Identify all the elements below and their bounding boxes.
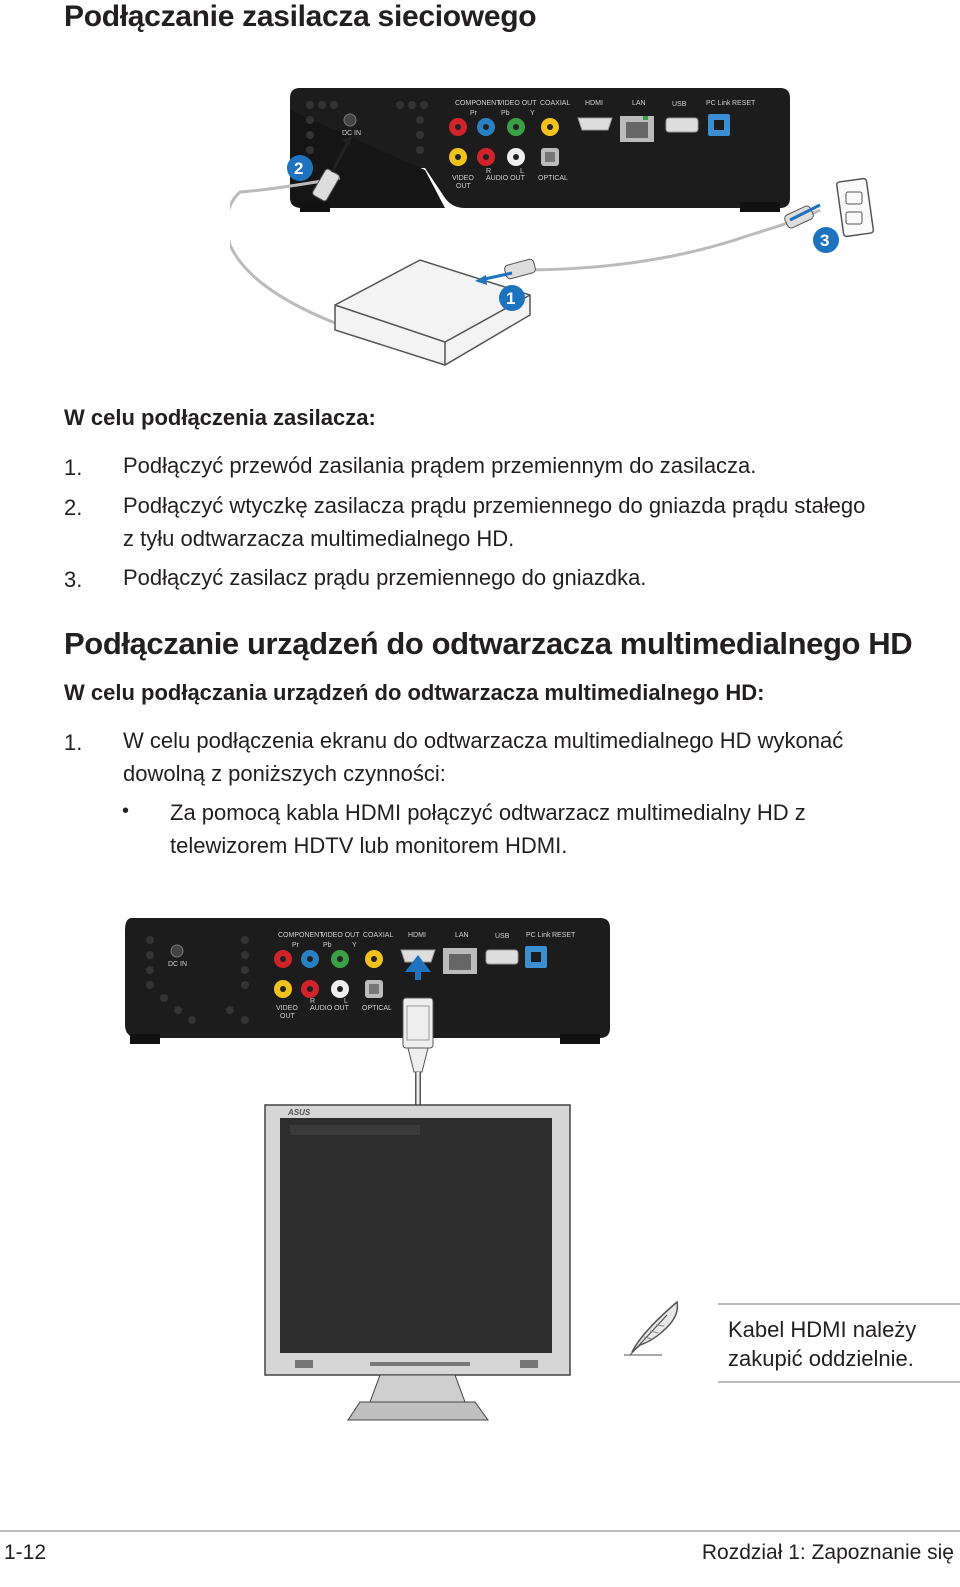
callout-3 bbox=[813, 227, 839, 253]
svg-text:AUDIO OUT: AUDIO OUT bbox=[486, 175, 525, 182]
svg-text:1: 1 bbox=[506, 289, 516, 308]
svg-text:OUT: OUT bbox=[456, 183, 471, 190]
step1-text: Podłączyć przewód zasilania prądem przemiennym do zasilacza. bbox=[123, 453, 757, 478]
label-dc-in: DC IN bbox=[342, 130, 362, 137]
svg-text:OUT: OUT bbox=[280, 1013, 295, 1020]
svg-text:LAN: LAN bbox=[632, 100, 646, 107]
svg-text:Pb: Pb bbox=[501, 110, 510, 117]
svg-text:Y: Y bbox=[352, 942, 357, 949]
svg-text:HDMI: HDMI bbox=[585, 100, 603, 107]
section2-heading: Podłączanie urządzeń do odtwarzacza multimedialnego HD bbox=[64, 626, 913, 661]
svg-text:RESET: RESET bbox=[552, 932, 576, 939]
step2-text: Podłączyć wtyczkę zasilacza prądu przemiennego do gniazda prądu stałego z tyłu odtwarzacza multimedialnego HD. bbox=[123, 493, 866, 551]
monitor-brand: ASUS bbox=[288, 1108, 311, 1117]
svg-text:COMPONENT: COMPONENT bbox=[455, 100, 501, 107]
page-number: 1-12 bbox=[4, 1541, 47, 1564]
svg-text:USB: USB bbox=[495, 933, 510, 940]
svg-text:USB: USB bbox=[672, 101, 687, 108]
section2-subhead: W celu podłączania urządzeń do odtwarzacza multimedialnego HD: bbox=[64, 680, 765, 705]
svg-text:VIDEO OUT: VIDEO OUT bbox=[498, 100, 537, 107]
callout-1 bbox=[499, 285, 525, 311]
svg-text:3: 3 bbox=[820, 231, 830, 250]
svg-text:RESET: RESET bbox=[732, 100, 756, 107]
svg-text:L: L bbox=[344, 998, 348, 1005]
section2-step-number: 1. bbox=[64, 730, 83, 755]
bullet-text: Za pomocą kabla HDMI połączyć odtwarzacz multimedialny HD z telewizorem HDTV lub monitorem HDMI. bbox=[170, 800, 806, 858]
svg-text:LAN: LAN bbox=[455, 932, 469, 939]
power-connection-diagram bbox=[230, 80, 880, 375]
svg-text:VIDEO: VIDEO bbox=[276, 1005, 298, 1012]
svg-text:OPTICAL: OPTICAL bbox=[538, 175, 568, 182]
svg-text:PC Link: PC Link bbox=[706, 100, 731, 107]
svg-text:AUDIO OUT: AUDIO OUT bbox=[310, 1005, 349, 1012]
svg-text:R: R bbox=[486, 168, 492, 175]
svg-text:VIDEO OUT: VIDEO OUT bbox=[321, 932, 360, 939]
step3-number: 3. bbox=[64, 567, 83, 592]
callout-2 bbox=[287, 155, 313, 181]
svg-text:HDMI: HDMI bbox=[408, 932, 426, 939]
svg-text:VIDEO: VIDEO bbox=[452, 175, 474, 182]
svg-text:COAXIAL: COAXIAL bbox=[363, 932, 394, 939]
step1-number: 1. bbox=[64, 455, 83, 480]
note-box bbox=[718, 1303, 960, 1383]
svg-text:PC Link: PC Link bbox=[526, 932, 551, 939]
footer-divider bbox=[0, 1530, 960, 1532]
section2-step-text: W celu podłączenia ekranu do odtwarzacza multimedialnego HD wykonać dowolną z poniższych czynności: bbox=[123, 728, 844, 786]
svg-text:2: 2 bbox=[294, 159, 304, 178]
svg-text:Pr: Pr bbox=[470, 110, 477, 117]
page-title: Podłączanie zasilacza sieciowego bbox=[64, 0, 537, 33]
bullet-marker: • bbox=[122, 800, 130, 822]
svg-text:R: R bbox=[310, 998, 316, 1005]
svg-text:L: L bbox=[520, 168, 524, 175]
svg-text:Pb: Pb bbox=[323, 942, 332, 949]
svg-text:Pr: Pr bbox=[292, 942, 299, 949]
chapter-title: Rozdział 1: Zapoznanie się bbox=[701, 1541, 954, 1564]
step3-text: Podłączyć zasilacz prądu przemiennego do gniazdka. bbox=[123, 565, 647, 590]
hdmi-connection-diagram bbox=[120, 910, 620, 1430]
step2-number: 2. bbox=[64, 495, 83, 520]
note-line-2: zakupić oddzielnie. bbox=[728, 1346, 914, 1371]
svg-text:COAXIAL: COAXIAL bbox=[540, 100, 571, 107]
section1-subhead: W celu podłączenia zasilacza: bbox=[64, 405, 376, 430]
svg-text:DC IN: DC IN bbox=[168, 961, 188, 968]
svg-text:OPTICAL: OPTICAL bbox=[362, 1005, 392, 1012]
note-line-1: Kabel HDMI należy bbox=[728, 1317, 917, 1342]
svg-text:COMPONENT: COMPONENT bbox=[278, 932, 324, 939]
feather-pen-icon bbox=[622, 1297, 684, 1359]
svg-text:Y: Y bbox=[530, 110, 535, 117]
